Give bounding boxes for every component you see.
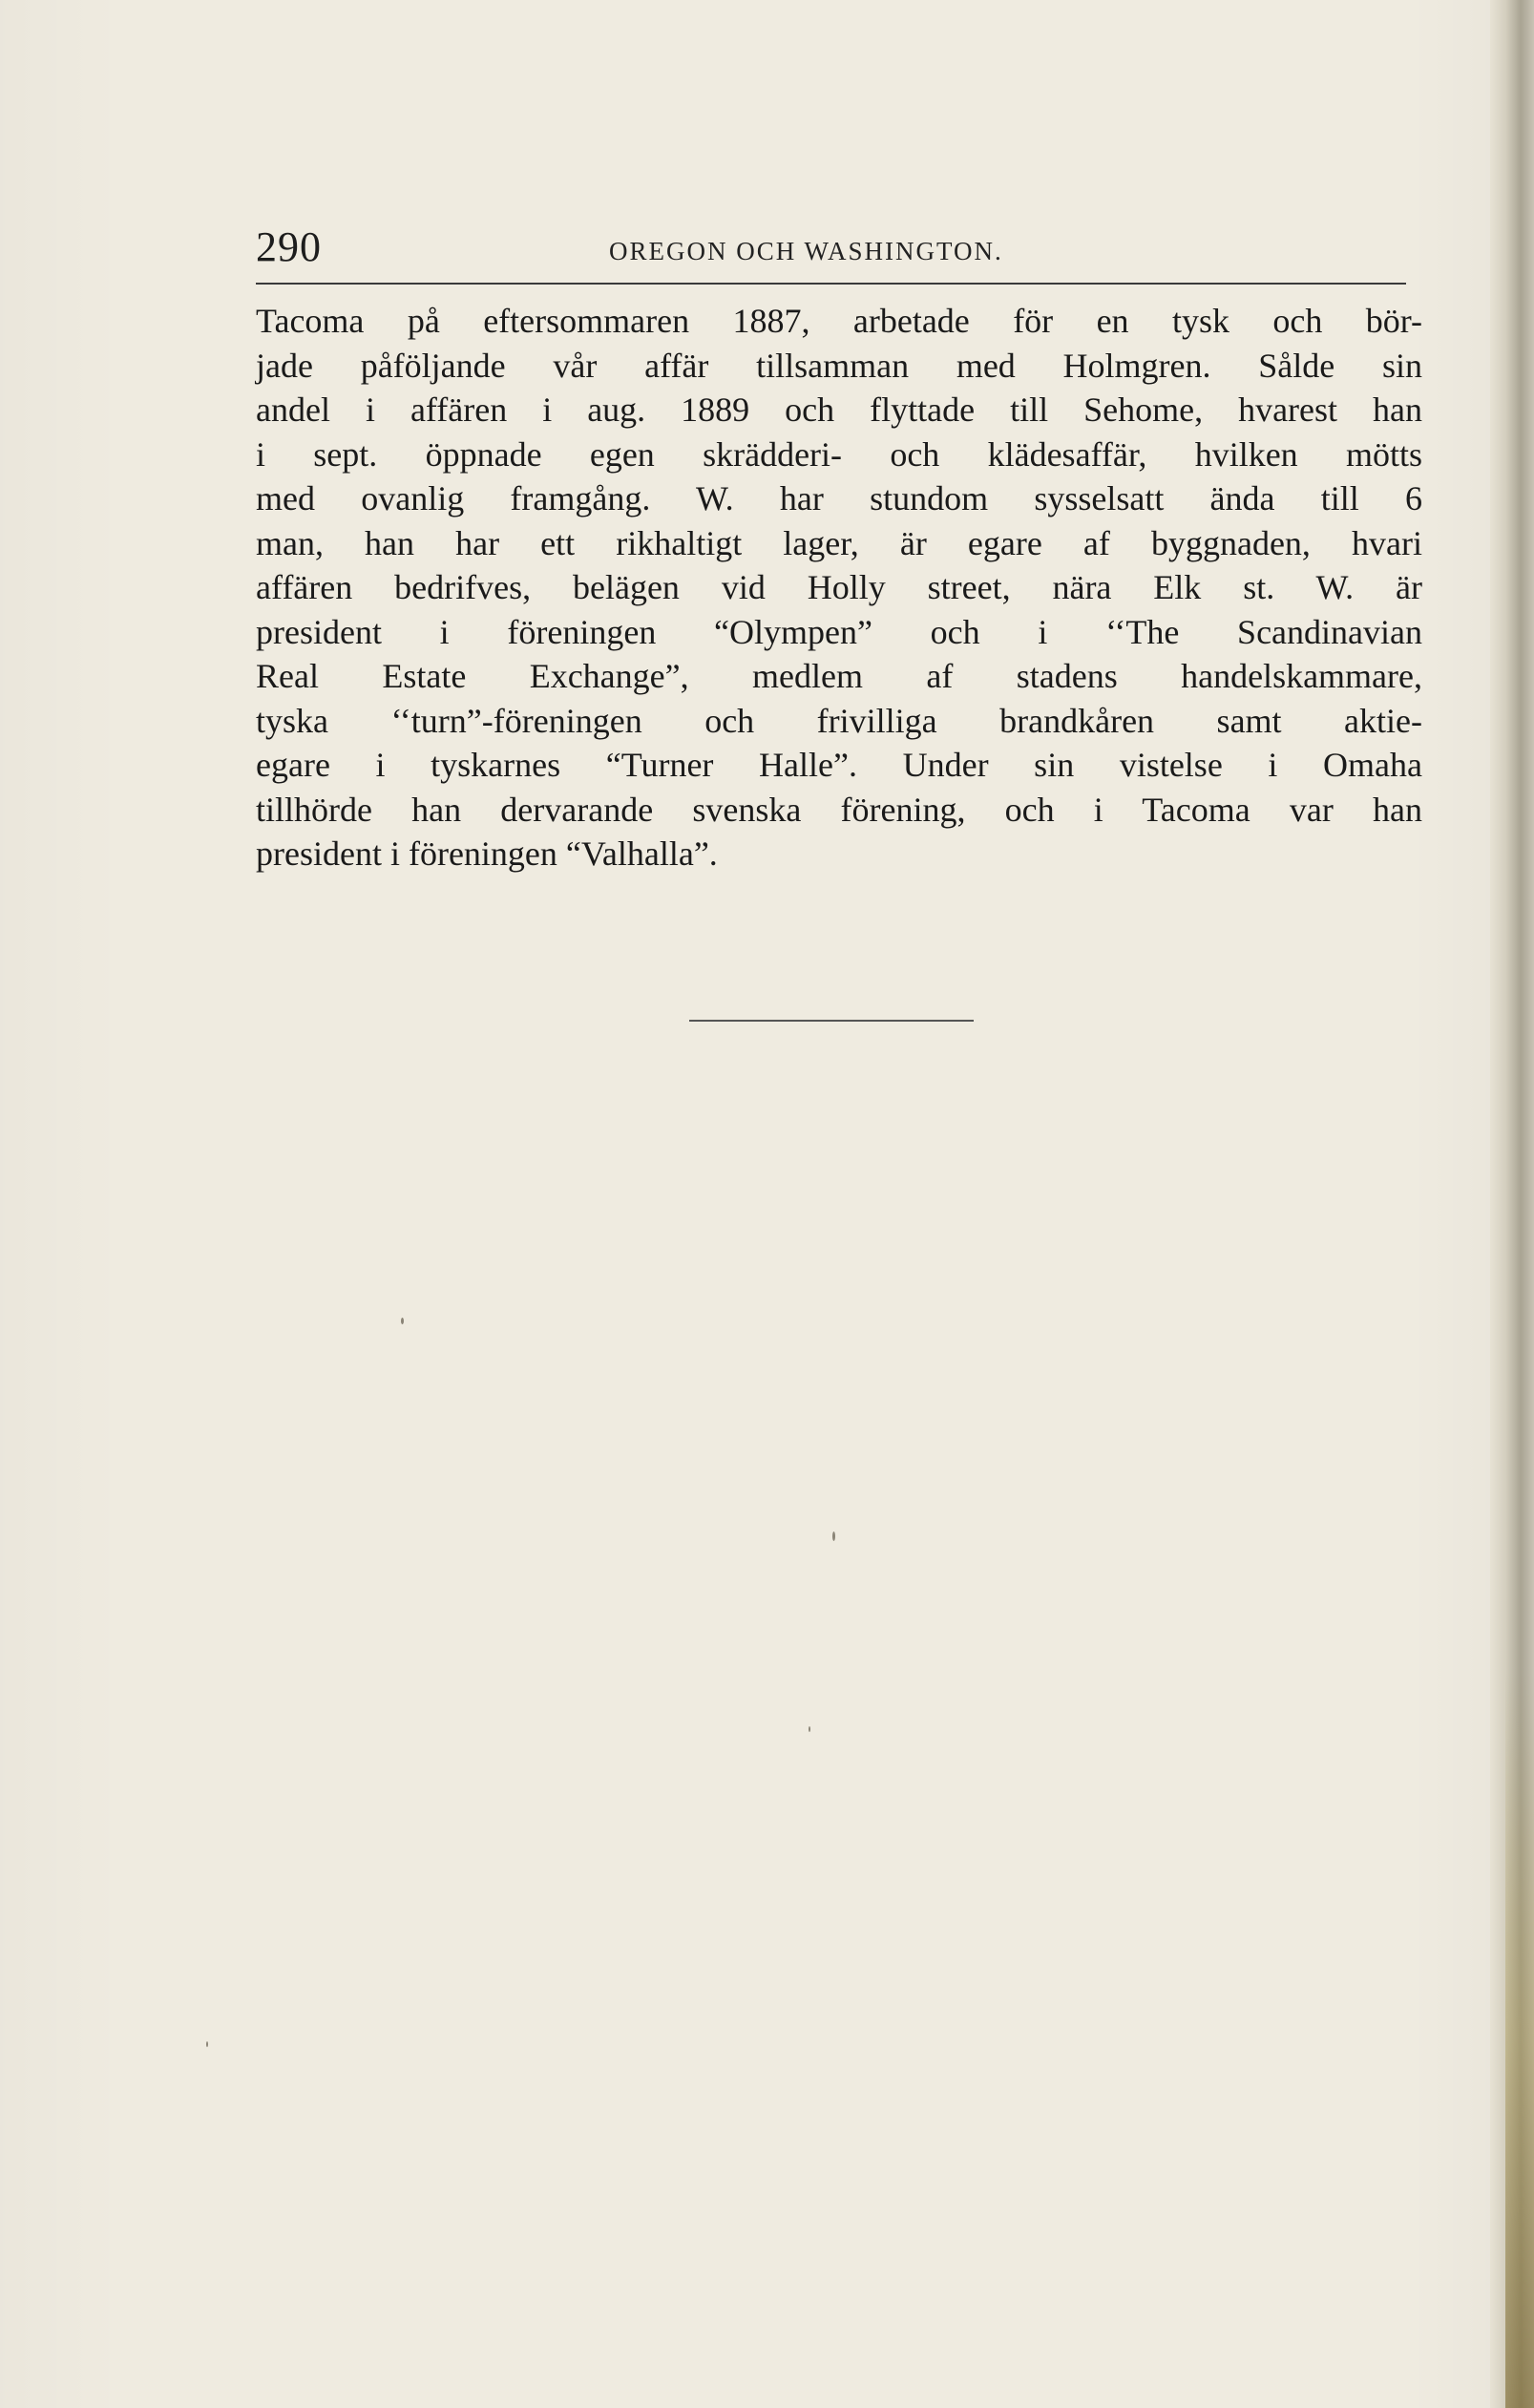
text-line: jade påföljande vår affär tillsamman med Holmgren. Sålde sin bbox=[256, 346, 1422, 385]
text-line: med ovanlig framgång. W. har stundom sysselsatt ända till 6 bbox=[256, 479, 1422, 518]
text-line: affären bedrifves, belägen vid Holly street, nära Elk st. W. är bbox=[256, 568, 1422, 606]
paper-speck bbox=[206, 2041, 208, 2047]
text-line: andel i affären i aug. 1889 och flyttade till Sehome, hvarest han bbox=[256, 391, 1422, 429]
text-line: tyska ‘‘turn”-föreningen och frivilliga brandkåren samt aktie- bbox=[256, 701, 1422, 740]
paper-speck bbox=[809, 1726, 810, 1732]
text-line: president i föreningen “Olympen” och i ‘‘The Scandinavian bbox=[256, 612, 1422, 651]
text-line: president i föreningen “Valhalla”. bbox=[256, 834, 718, 873]
header-rule bbox=[256, 283, 1406, 285]
page-number: 290 bbox=[256, 223, 322, 270]
text-line: Tacoma på eftersommaren 1887, arbetade för en tysk och bör- bbox=[256, 302, 1422, 340]
text-line: Real Estate Exchange”, medlem af stadens handelskammare, bbox=[256, 657, 1422, 695]
paper-speck bbox=[832, 1531, 835, 1541]
page-header bbox=[256, 221, 1406, 274]
text-line: man, han har ett rikhaltigt lager, är egare af byggnaden, hvari bbox=[256, 523, 1422, 562]
body-text bbox=[256, 299, 1422, 877]
paper-speck bbox=[401, 1318, 404, 1324]
page-edge-stain bbox=[1505, 1671, 1534, 2408]
text-line: egare i tyskarnes “Turner Halle”. Under sin vistelse i Omaha bbox=[256, 746, 1422, 784]
section-end-rule bbox=[689, 1020, 974, 1022]
running-head: OREGON OCH WASHINGTON. bbox=[609, 237, 1003, 265]
text-line: i sept. öppnade egen skrädderi- och klädesaffär, hvilken mötts bbox=[256, 434, 1422, 474]
text-line: tillhörde han dervarande svenska förening, och i Tacoma var han bbox=[256, 790, 1422, 829]
